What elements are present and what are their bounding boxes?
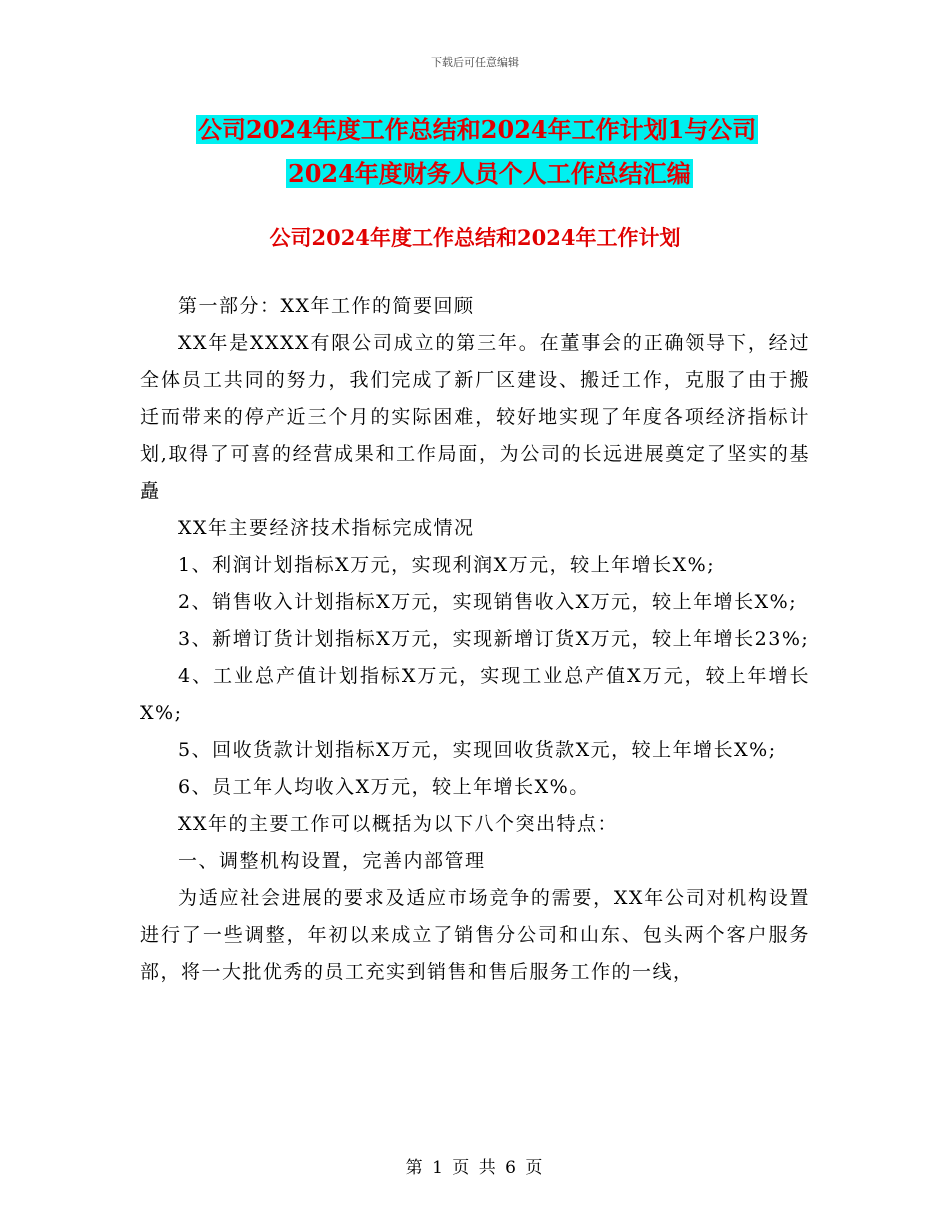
paragraph-features-intro: XX年的主要工作可以概括为以下八个突出特点： — [178, 813, 619, 835]
paragraph-item-4: 4、工业总产值计划指标X万元，实现工业总产值X万元，较上年增长X%; — [140, 665, 810, 724]
paragraph-item-1: 1、利润计划指标X万元，实现利润X万元，较上年增长X%; — [178, 554, 716, 576]
page-footer: 第 1 页 共 6 页 — [405, 1158, 545, 1178]
body-content — [140, 288, 810, 991]
paragraph-review: XX年是XXXX有限公司成立的第三年。在董事会的正确领导下，经过全体员工共同的努力，我们完成了新厂区建设、搬迁工作，克服了由于搬迁而带来的停产近三个月的实际困难，较好地实现了年度各项经济指标计划,取得了可喜的经营成果和工作局面，为公司的长远进展奠定了坚实的基矗 — [140, 332, 810, 502]
paragraph-item-5: 5、回收货款计划指标X万元，实现回收货款X元，较上年增长X%; — [178, 739, 777, 761]
title-highlight-2: 2024年度财务人员个人工作总结汇编 — [288, 159, 691, 188]
paragraph-item-2: 2、销售收入计划指标X万元，实现销售收入X万元，较上年增长X%; — [178, 591, 798, 613]
paragraph-feature-1-heading: 一、调整机构设置，完善内部管理 — [178, 850, 486, 872]
header-note: 下载后可任意编辑 — [431, 56, 519, 69]
section-title: 公司2024年度工作总结和2024年工作计划 — [269, 225, 681, 250]
title-highlight-1: 公司2024年度工作总结和2024年工作计划1与公司 — [198, 115, 757, 144]
document-title-line-2 — [140, 152, 810, 196]
paragraph-item-3: 3、新增订货计划指标X万元，实现新增订货X万元，较上年增长23%; — [178, 628, 810, 650]
paragraph-feature-1-body: 为适应社会进展的要求及适应市场竞争的需要，XX年公司对机构设置进行了一些调整，年初以来成立了销售分公司和山东、包头两个客户服务部，将一大批优秀的员工充实到销售和售后服务工作的一线， — [140, 887, 810, 983]
paragraph-indicators-heading: XX年主要经济技术指标完成情况 — [178, 517, 475, 539]
document-title-line-1 — [140, 108, 810, 152]
document-title — [140, 108, 810, 196]
paragraph-part-one-heading: 第一部分：XX年工作的简要回顾 — [178, 295, 475, 317]
paragraph-item-6: 6、员工年人均收入X万元，较上年增长X%。 — [178, 776, 590, 798]
